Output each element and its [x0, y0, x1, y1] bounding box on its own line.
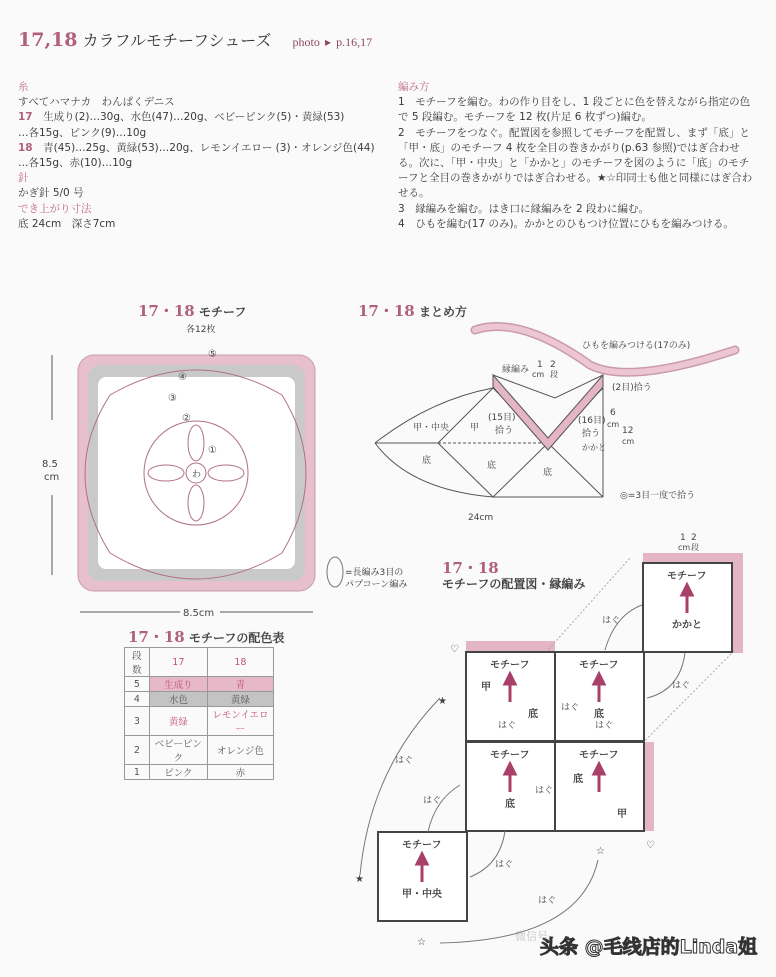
line-17: 17 生成り(2)…30g、水色(47)…20g、ベビーピンク(5)・黄緑(53) — [18, 111, 345, 124]
join-label: はぐ — [395, 756, 414, 766]
svg-text:1: 1 — [680, 533, 686, 543]
shoe-outline — [375, 388, 606, 497]
needle-heading: 針 — [18, 172, 29, 185]
svg-text:拾う: 拾う — [495, 426, 514, 436]
edge-label: 縁編み — [502, 365, 530, 375]
motif-count: 各12枚 — [186, 325, 216, 335]
join-label: はぐ — [561, 703, 580, 713]
round-marker: ⑤ — [208, 349, 217, 360]
layout-title: 17・18 モチーフの配置図・縁編み — [442, 559, 586, 591]
motif-position-label: 底 — [594, 709, 604, 720]
svg-text:かかと: かかと — [582, 443, 606, 452]
line-18: 18 青(45)…25g、黄緑(53)…20g、レモンイエロー (3)・オレンジ色(44) — [18, 141, 375, 154]
join-label: はぐ — [595, 721, 614, 731]
join-label: はぐ — [538, 896, 557, 906]
motif-position-label: 底 — [573, 774, 583, 785]
motif-position-label: 底 — [528, 709, 538, 720]
heart-marker: ♡ — [450, 644, 459, 655]
step: 3 縁編みを編む。はき口に縁編みを 2 段わに編む。 — [398, 202, 650, 215]
length-label: 24cm — [468, 513, 494, 523]
svg-text:拾う: 拾う — [582, 429, 601, 439]
step: 2 モチーフをつなぐ。配置図を参照してモチーフを配置し、まず「底」と「甲・底」のモチーフ 4 枚を全目の巻きかがり(p.63 参照)ではぎ合わせる。次に、「甲・中央」と「かかと」のモチーフを図のように「底」のモチーフと全目の巻きかがりではぎ合わせる。★☆印同士も他と同様にはぎ合わせる。 — [398, 126, 753, 200]
svg-text:底: 底 — [543, 468, 553, 478]
svg-text:底: 底 — [487, 461, 497, 471]
step: 1 モチーフを編む。わの作り目をし、1 段ごとに色を替えながら指定の色で 5 段編む。モチーフを 12 枚(片足 6 枚ずつ)編む。 — [398, 96, 751, 124]
table-row: 2 ベビーピンク オレンジ色 — [125, 736, 274, 765]
assembly-title: 17・18 まとめ方 — [358, 302, 467, 320]
yarn-heading: 糸 — [18, 81, 29, 93]
svg-text:段: 段 — [550, 370, 558, 379]
instructions-heading: 編み方 — [398, 81, 430, 93]
width-label: 8.5cm — [183, 608, 215, 619]
svg-text:12: 12 — [622, 426, 634, 436]
motif-label: モチーフ — [579, 750, 619, 761]
motif-title: 17・18 モチーフ — [138, 302, 247, 320]
motif-position-label: 甲 — [481, 682, 491, 693]
watermark: 头条 @毛线店的Linda姐 — [540, 936, 758, 958]
table-row: 3 黄緑 レモンイエロー — [125, 707, 274, 736]
svg-text:cm: cm — [532, 370, 545, 379]
svg-text:2: 2 — [691, 533, 697, 543]
svg-text:甲: 甲 — [470, 423, 480, 433]
motif-position-label: 底 — [505, 799, 515, 810]
svg-text:底: 底 — [422, 456, 432, 466]
photo-label: photo — [292, 35, 320, 49]
svg-text:甲・中央: 甲・中央 — [413, 423, 450, 433]
star-marker: ☆ — [596, 846, 605, 857]
size: 底 24cm 深さ7cm — [18, 217, 116, 230]
pattern-title: カラフルモチーフシューズ — [82, 31, 272, 50]
join-label: はぐ — [498, 721, 517, 731]
join-label: はぐ — [495, 860, 514, 870]
popcorn-symbol-icon — [327, 557, 343, 587]
svg-text:6: 6 — [610, 408, 616, 418]
round-marker: ④ — [178, 372, 187, 383]
motif-label: モチーフ — [490, 750, 530, 761]
svg-text:1: 1 — [537, 360, 543, 370]
join-label: はぐ — [423, 796, 442, 806]
motif-label: モチーフ — [490, 660, 530, 671]
table-row: 5 生成り 青 — [125, 677, 274, 692]
svg-text:cm: cm — [607, 420, 620, 429]
size-heading: でき上がり寸法 — [18, 202, 92, 215]
heart-marker: ♡ — [646, 840, 655, 851]
line-18b: …各15g、赤(10)…10g — [18, 157, 133, 170]
color-table — [124, 647, 274, 780]
step: 4 ひもを編む(17 のみ)。かかとのひもつけ位置にひもを編みつける。 — [398, 217, 734, 230]
table-header: 段数 17 18 — [125, 648, 274, 677]
edge-band — [644, 742, 654, 831]
svg-text:(2目)拾う: (2目)拾う — [612, 383, 652, 393]
assembly-legend: ◎=3目一度で拾う — [620, 491, 696, 501]
svg-text:段: 段 — [691, 543, 699, 552]
svg-text:cm: cm — [622, 437, 635, 446]
height-unit: cm — [44, 472, 60, 483]
line-17b: …各15g、ピンク(9)…10g — [18, 126, 147, 139]
height-label: 8.5 — [42, 459, 58, 470]
materials — [18, 80, 388, 232]
needle: かぎ針 5/0 号 — [18, 187, 84, 200]
color-table-title: 17・18 モチーフの配色表 — [128, 628, 285, 646]
join-label: はぐ — [535, 786, 554, 796]
svg-text:2: 2 — [550, 360, 556, 370]
photo-pages: p.16,17 — [336, 35, 373, 49]
wechat-watermark: 微信号 — [515, 930, 548, 943]
svg-text:cm: cm — [678, 543, 691, 552]
center-ring-label: わ — [192, 470, 202, 480]
edge-band — [466, 641, 555, 652]
pattern-number: 17,18 — [18, 29, 78, 51]
round-marker: ③ — [168, 393, 177, 404]
yarn-brand: すべてハマナカ わんぱくデニス — [18, 96, 175, 109]
star-marker: ★ — [355, 874, 364, 885]
instructions — [398, 80, 758, 232]
motif-position-label: 甲・中央 — [402, 889, 442, 900]
star-marker: ★ — [438, 696, 447, 707]
motif-label: モチーフ — [579, 660, 619, 671]
round-marker: ① — [208, 445, 217, 456]
svg-text:(15目): (15目) — [488, 413, 516, 423]
table-row: 4 水色 黄緑 — [125, 692, 274, 707]
motif-label: モチーフ — [667, 571, 707, 582]
arrow-icon: ▸ — [324, 35, 331, 49]
table-row: 1 ピンク 赤 — [125, 765, 274, 780]
page-header — [18, 28, 372, 51]
motif-label: モチーフ — [402, 840, 442, 851]
layout-diagram — [350, 520, 776, 977]
popcorn-legend: =長編み3目の パプコーン編み — [345, 568, 408, 590]
star-marker: ☆ — [417, 937, 426, 948]
strap-label: ひもを編みつける(17のみ) — [582, 341, 691, 351]
svg-text:(16目): (16目) — [578, 416, 606, 426]
motif-position-label: かかと — [672, 620, 702, 631]
join-label: はぐ — [602, 616, 621, 626]
motif-chart — [30, 335, 360, 620]
round-marker: ② — [182, 413, 191, 424]
assembly-diagram — [350, 290, 776, 530]
motif-position-label: 甲 — [617, 809, 627, 820]
join-label: はぐ — [672, 681, 691, 691]
